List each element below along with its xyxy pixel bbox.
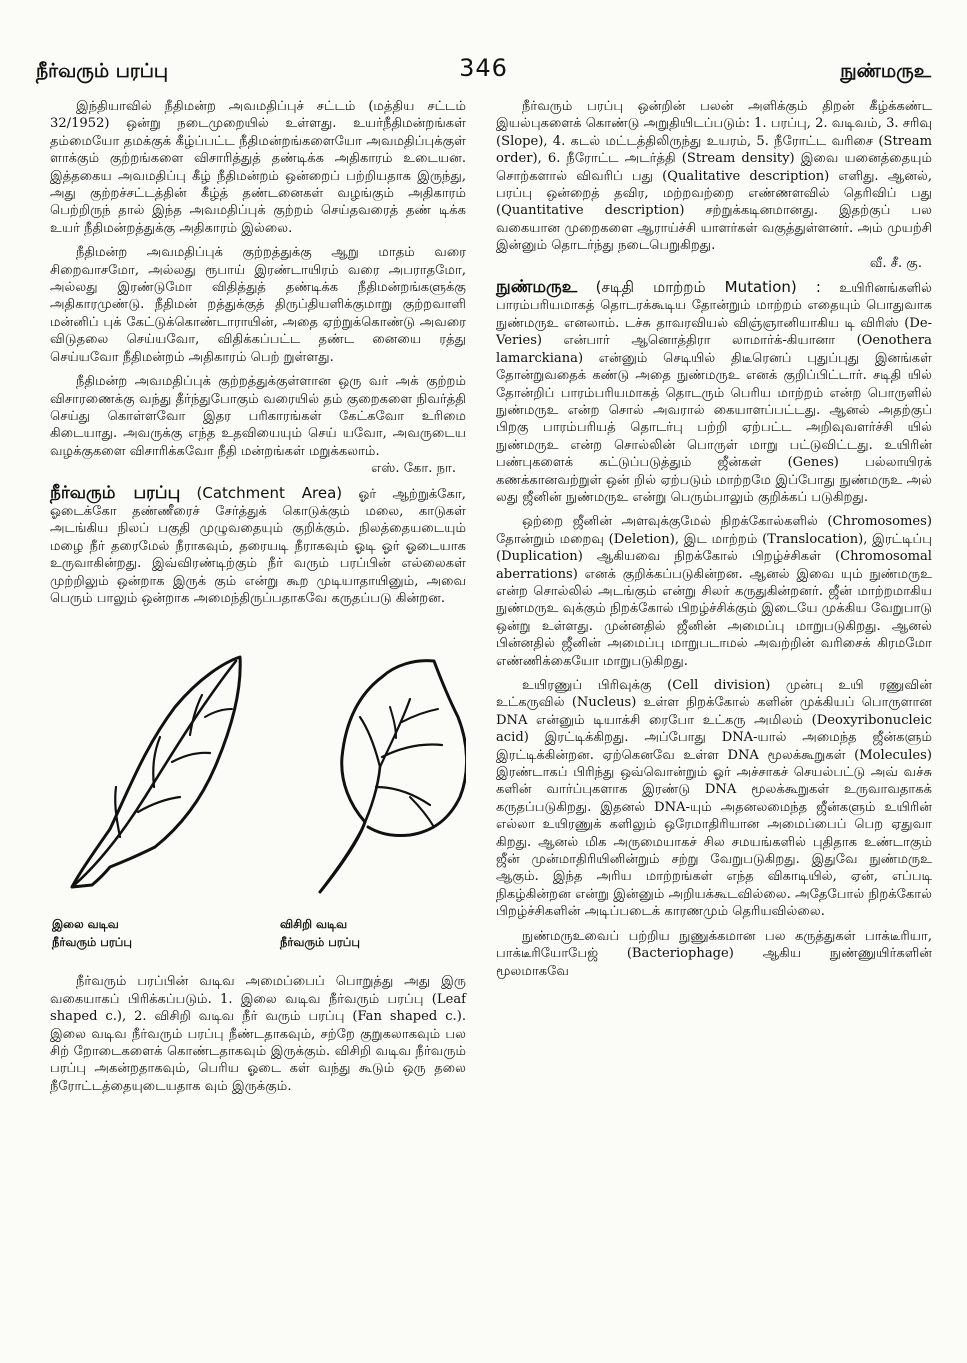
entry-mutation: [496, 279, 932, 506]
paragraph-mutation-studies: நுண்மருஉவைப் பற்றிய நுணுக்கமான பல கருத்துகள் பாக்டீரியா, பாக்டீரியோபேஜ் (Bacteriophage) ஆகிய நுண்ணுயிர்களின் மூலமாகவே: [496, 928, 932, 979]
running-head-right: நுண்மருஉ: [840, 60, 931, 82]
entry-title: நுண்மருஉ: [496, 277, 578, 298]
entry-text: உயிரினங்களில் பாரம்பரியமாகத் தொடரக்கூடிய தோன்றும் மாற்றம் எதையும் பொதுவாக நுண்மருஉ எனலாம். டச்சு தாவரவியல் விஞ்ஞானியாகிய டி விரிஸ் (De-Veries) என்பார் ஆனொத்திரா லாமார்க்-கியானா (Oenothera lamarckiana) என்னும் செடியில் திடீரெனப் புதுப்புது இனங்கள் தோன்றுவதைக் கண்டு அதை நுண்மருஉ எனக் குறிப்பிட்டார். சடிதி யில் தோன்றிப் பாரம்பரியமாகத் தொடரும் பெரிய மாற்றம் என்ற பொருளில் நுண்மருஉ என்ற சொல் அவரால் கையாளப்பட்டது. ஆனல் அதற்குப் பிறகு பாரம்பரியத் தொடர்பு பற்றி ஏற்பட்ட அறிவுவளர்ச்சி யில் நுண்மருஉ என்ற சொல்லின் பொருள் மாறு பட்டுவிட்டது. உயிரின் பண்புகளைக் கட்டுப்படுத்தும் ஜீன்கள் (Genes) பல்லாயிரக் கணக்கானவற்றுள் ஒன் றில் ஏற்படும் மாற்றமே இப்போது நுண்மருஉ அல் லது ஜீனின் நுண்மருஉ என்று பெரும்பாலும் குறிக்கப் படுகிறது.: [496, 281, 932, 505]
caption-leaf-line2: நீர்வரும் பரப்பு: [52, 935, 132, 950]
entry-subtitle: (Catchment Area): [196, 483, 343, 502]
figure-caption-fan: [280, 915, 360, 951]
author-signature: வீ. சீ. கு.: [869, 255, 922, 271]
caption-fan-line2: நீர்வரும் பரப்பு: [280, 935, 360, 950]
paragraph-text: நீர்வரும் பரப்பு ஒன்றின் பலன் அளிக்கும் திறன் கீழ்க்கண்ட இயல்புகளைக் கொண்டு அறுதியிடப்படும்: 1. பரப்பு, 2. வடிவம், 3. சரிவு (Slope), 4. கடல் மட்டத்திலிருந்து உயரம், 5. நீரோட்ட வரிசை (Stream order), 6. நீரோட்ட அடர்த்தி (Stream density) இவை யனைத்தையும் சொற்களால் விவரிப் பது (Qualitative description) எளிது. ஆனல், பரப்பு ஒன்றைத் தவிர, மற்றவற்றை எண்ணளவில் தெரிவிப் பது (Quantitative description) சற்றுக்கடினமானது. இதற்குப் பல வகையான முறைகளை ஆராய்ச்சி யாளர்கள் வகுத்துள்ளனர். அம் முயற்சி இன்னும் தொடர்ந்து நடைபெறுகிறது.: [496, 99, 932, 254]
fan-shaped-catchment-drawing: [320, 661, 466, 892]
paragraph-dna-replication: உயிரணுப் பிரிவுக்கு (Cell division) முன்பு உயி ரணுவின் உட்கருவில் (Nucleus) உள்ள நிறக்கோல் களின் முக்கியப் பொருளான DNA என்னும் டியாக்சி ரைபோ உட்கரு அமிலம் (Deoxyribonucleic acid) இரட்டிக்கிறது. அப்போது DNA-யால் அமைந்த ஜீன்களும் இரட்டிக்கின்றன. ஏற்கெனவே உள்ள DNA மூலக்கூறுகள் (Molecules) இரண்டாகப் பிரிந்து ஒவ்வொன்றும் ஓர் அச்சாகச் செயல்பட்டு அவ் வச்சு களின் வார்ப்புகளாக இரண்டு DNA மூலக்கூறுகள் உருவாவதாகக் கருதப்படுகிறது. இதனல் DNA-யும் அதனலமைந்த ஜீன்களும் உயிரின் எல்லா உயிரணுக் களிலும் ஒரேமாதிரியான அமைப்பைப் பெற ஏதுவா கிறது. ஆனல் மிக அருமையாகச் சில சமயங்களில் புதிதாக உண்டாகும் ஜீன் முன்மாதிரியினின்றும் சற்று வேறுபடுகிறது. இதுவே நுண்மருஉ ஆகும். இந்த அரிய மாற்றங்கள் எந்த விகாடியில், ஏன், எப்படி நிகழ்கின்றன என்று இன்னும் அறியக்கூடவில்லை. அதேபோல் நிறக்கோல் பிறழ்ச்சிகளின் அடிப்படைக் காரணமும் தெரியவில்லை.: [496, 678, 932, 920]
page-number: 346: [459, 54, 508, 82]
figure-caption-leaf: [52, 915, 132, 951]
paragraph-contempt-rights: [50, 373, 466, 477]
entry-text: ஓர் ஆற்றுக்கோ, ஓடைக்கோ தண்ணீரைச் சேர்த்துக் கொடுக்கும் மலை, காடுகள் அடங்கிய நிலப் பகுதி முழுவதையும் குறிக்கும். நிலத்தையடையும் மழை நீர் தரைமேல் நீராகவும், தரையடி நீராகவும் ஓடி ஓர் ஓடையாக உருவாகின்றது. இவ்விரண்டிற்கும் நீர் வரும் பரப்பின் எல்லைகள் முற்றிலும் ஒன்றாக இருக் கும் என்று கூற முடியாதாயினும், அவை பெரும் பாலும் ஒன்றாக அமைந்திருப்பதாகவே கருதப்படு கின்றன.: [50, 486, 466, 606]
running-head: [36, 54, 931, 90]
paragraph-chromosome-aberrations: ஒற்றை ஜீனின் அளவுக்குமேல் நிறக்கோல்களில் (Chromosomes) தோன்றும் மறைவு (Deletion), இட மாற்றம் (Translocation), இரட்டிப்பு (Duplication) ஆகியவை நிறக்கோல் பிறழ்ச்சிகள் (Chromosomal aberrations) எனக் குறிக்கப்படுகின்றன. ஆனல் இவை யும் நுண்மருஉ என்ற சொல்லில் அடங்கும் என்று சிலர் கருதுகின்றனர். ஜீன் மாற்றமாகிய நுண்மருஉ வுக்கும் நிறக்கோல் பிறழ்ச்சிக்கும் இடையே முக்கிய வேறுபாடு ஒன்று உள்ளது. முன்னதில் ஜீனின் அமைப்பு மாறுபடுகிறது. ஆனல் பின்னதில் ஜீனின் அமைப்பு மாறுபடாமல் அவற்றின் வரிசைக் கிரமமோ எண்ணிக்கையோ மாறுபடுகிறது.: [496, 514, 932, 669]
catchment-shapes-figure: [50, 637, 466, 967]
caption-leaf-line1: இலை வடிவ: [52, 917, 119, 932]
paragraph-contempt-penalty: நீதிமன்ற அவமதிப்புக் குற்றத்துக்கு ஆறு மாதம் வரை சிறைவாசமோ, அல்லது ரூபாய் இரண்டாயிரம் வரை அபராதமோ, அல்லது இரண்டுமோ விதித்துத் தண்டிக்க நீதிமன்றங்களுக்கு அதிகாரமுண்டு. நீதிமன் றத்துக்குத் திருப்தியளிக்குமாறு குற்றவாளி மன்னிப் புக் கேட்டுக்கொண்டாராயின், அதை ஏற்றுக்கொண்டு அவரை விடுதலை செய்யவோ, விதிக்கப்பட்ட தண்ட னையை ரத்து செய்யவோ நீதிமன்றம் அதிகாரம் பெற் றுள்ளது.: [50, 245, 466, 365]
entry-catchment-area: [50, 482, 466, 608]
entry-subtitle: (சடிதி மாற்றம் Mutation) :: [595, 278, 821, 297]
paragraph-catchment-types: நீர்வரும் பரப்பின் வடிவ அமைப்பைப் பொறுத்து அது இரு வகையாகப் பிரிக்கப்படும். 1. இலை வடிவ நீர்வரும் பரப்பு (Leaf shaped c.), 2. விசிறி வடிவ நீர் வரும் பரப்பு (Fan shaped c.). இலை வடிவ நீர்வரும் பரப்பு நீண்டதாகவும், சற்றே குறுகலாகவும் பல சிற் றோடைகளைக் கொண்டதாகவும் இருக்கும். விசிறி வடிவ நீர்வரும் பரப்பு அகன்றதாகவும், பெரிய ஓடை கள் வந்து கூடும் ஒரு தலை நீரோட்டத்தையுடையதாக வும் இருக்கும்.: [50, 974, 466, 1094]
leaf-shaped-catchment-drawing: [72, 657, 240, 887]
paragraph-text: நீதிமன்ற அவமதிப்புக் குற்றத்துக்குள்ளான ஒரு வர் அக் குற்றம் விசாரணைக்கு வந்து தீர்ந்துபோகும் வரையில் தம் குறைகளை நிவர்த்தி செய்து கொள்ளவோ இதர பரிகாரங்கள் கேட்கவோ உரிமை கிடையாது. அவருக்கு எந்த உதவியையும் செய் யவோ, அவருடைய வழக்குகளை விசாரிக்கவோ நீதி மன்றங்கள் மறுக்கலாம்.: [50, 374, 466, 459]
entry-title: நீர்வரும் பரப்பு: [50, 482, 181, 503]
paragraph-contempt-law: இந்தியாவில் நீதிமன்ற அவமதிப்புச் சட்டம் (மத்திய சட்டம் 32/1952) ஒன்று நடைமுறையில் உள்ளது. உயர்நீதிமன்றங்கள் தம்மையோ தமக்குக் கீழ்ப்பட்ட நீதிமன்றங்களையோ அவமதிப்புக்குள் ளாக்கும் குற்றங்களை விசாரித்துத் தண்டிக்க அதிகாரம் உடையன. இத்தகைய அவமதிப்பு கீழ் நீதிமன்றம் ஒன்றைப் பற்றியதாக இருந்து, அது குற்றச்சட்டத்தின் கீழ்த் தண்டனைகள் வழங்கும் அதிகாரம் பெற்றிருந் தால் இந்த அவமதிப்புக் குற்றம் செய்தவரைத் தண் டிக்க உயர் நீதிமன்றத்துக்கு அதிகாரம் இல்லை.: [50, 99, 466, 236]
right-column: [496, 98, 932, 987]
paragraph-catchment-properties: [496, 98, 932, 272]
author-signature: எஸ். கோ. நா.: [371, 461, 456, 477]
left-column: [50, 98, 466, 1102]
running-head-left: நீர்வரும் பரப்பு: [36, 60, 169, 82]
caption-fan-line1: விசிறி வடிவ: [280, 917, 348, 932]
